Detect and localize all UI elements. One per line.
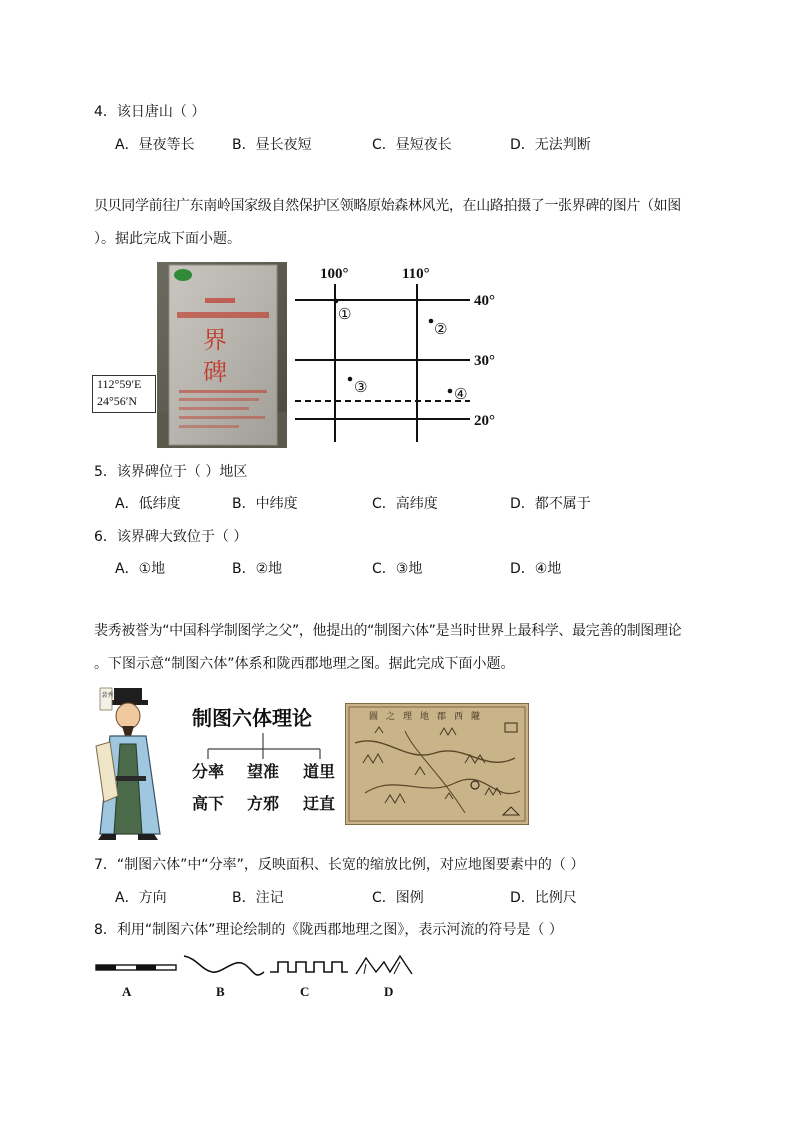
theory-item-fenlv: 分率	[192, 762, 225, 781]
graticule-map	[290, 262, 510, 448]
q6-stem: 6．该界碑大致位于（ ）	[94, 529, 248, 545]
stele-char-2: 碑	[203, 358, 227, 386]
q7-option-b[interactable]: B．注记	[232, 890, 284, 906]
symbol-label-a: A	[122, 984, 132, 999]
q4-option-b[interactable]: B．昼长夜短	[232, 137, 312, 153]
q4-stem: 4．该日唐山（ ）	[94, 104, 206, 120]
passage2-line2: 。下图示意“制图六体”体系和陇西郡地理之图。据此完成下面小题。	[94, 656, 515, 672]
point-4-dot	[448, 389, 453, 394]
stele-illustration	[157, 262, 287, 448]
lat-label-30: 30°	[474, 353, 495, 369]
longxi-map-title: 圖之理地郡西隴	[369, 712, 489, 722]
q7-option-a[interactable]: A．方向	[115, 890, 167, 906]
theory-item-yuzhi: 迂直	[303, 794, 336, 813]
q5-option-d[interactable]: D．都不属于	[510, 496, 591, 512]
q4-option-d[interactable]: D．无法判断	[510, 137, 591, 153]
q4-option-a[interactable]: A．昼夜等长	[115, 137, 195, 153]
symbol-a-scale-bar[interactable]	[96, 965, 176, 970]
theory-item-fangxie: 方邪	[247, 794, 280, 813]
q5-option-b[interactable]: B．中纬度	[232, 496, 298, 512]
point-2-label: ②	[434, 320, 448, 338]
point-4-label: ④	[454, 385, 468, 403]
longxi-map-svg	[345, 703, 529, 825]
map-symbols	[94, 950, 434, 1000]
six-principles-svg	[188, 697, 338, 827]
theory-item-wangzhun: 望准	[247, 762, 280, 781]
q4-option-c[interactable]: C．昼短夜长	[372, 137, 452, 153]
map-symbols-svg	[94, 950, 434, 1000]
pei-xiu-portrait	[94, 684, 176, 842]
stele-coordinate-box	[92, 375, 156, 413]
point-2-dot	[429, 319, 434, 324]
point-3-dot	[348, 377, 353, 382]
symbol-b-river[interactable]	[184, 956, 264, 975]
portrait-illustration	[94, 684, 176, 842]
lon-label-110: 110°	[402, 266, 430, 282]
portrait-label: 裴秀	[101, 692, 114, 699]
q6-option-b[interactable]: B．②地	[232, 561, 283, 577]
theory-title: 制图六体理论	[192, 706, 312, 730]
lat-label-20: 20°	[474, 413, 495, 429]
graticule-svg	[290, 262, 510, 448]
symbol-label-b: B	[216, 984, 225, 999]
q8-stem: 8．利用“制图六体”理论绘制的《陇西郡地理之图》，表示河流的符号是（ ）	[94, 922, 563, 938]
symbol-label-c: C	[300, 984, 310, 999]
q5-stem: 5．该界碑位于（ ）地区	[94, 464, 248, 480]
q5-option-c[interactable]: C．高纬度	[372, 496, 438, 512]
theory-item-daoli: 道里	[303, 762, 336, 781]
passage2-line1: 裴秀被誉为“中国科学制图学之父”，他提出的“制图六体”是当时世界上最科学、最完善的制图理论	[94, 623, 682, 639]
longxi-map	[345, 703, 529, 825]
q5-option-a[interactable]: A．低纬度	[115, 496, 181, 512]
stele-char-1: 界	[203, 326, 227, 354]
symbol-c-wall[interactable]	[270, 962, 348, 972]
six-principles-diagram	[188, 697, 338, 827]
lon-label-100: 100°	[320, 266, 349, 282]
symbol-d-mountains[interactable]	[356, 956, 412, 974]
q7-stem: 7．“制图六体”中“分率”，反映面积、长宽的缩放比例，对应地图要素中的（ ）	[94, 857, 585, 873]
q6-option-d[interactable]: D．④地	[510, 561, 562, 577]
point-3-label: ③	[354, 378, 368, 396]
q6-option-a[interactable]: A．①地	[115, 561, 166, 577]
point-1-label: ①	[338, 305, 352, 323]
passage1-line2: ）。据此完成下面小题。	[94, 231, 241, 247]
point-1-dot	[334, 299, 339, 304]
q7-option-d[interactable]: D．比例尺	[510, 890, 577, 906]
stele-photo	[157, 262, 287, 448]
q7-option-c[interactable]: C．图例	[372, 890, 424, 906]
stele-latitude: 24°56′N	[97, 394, 138, 408]
lat-label-40: 40°	[474, 293, 495, 309]
q6-option-c[interactable]: C．③地	[372, 561, 423, 577]
symbol-label-d: D	[384, 984, 394, 999]
stele-longitude: 112°59′E	[97, 377, 142, 391]
passage1-line1: 贝贝同学前往广东南岭国家级自然保护区领略原始森林风光，在山路拍摄了一张界碑的图片（如图	[94, 198, 681, 214]
theory-item-gaoxia: 高下	[192, 794, 225, 813]
